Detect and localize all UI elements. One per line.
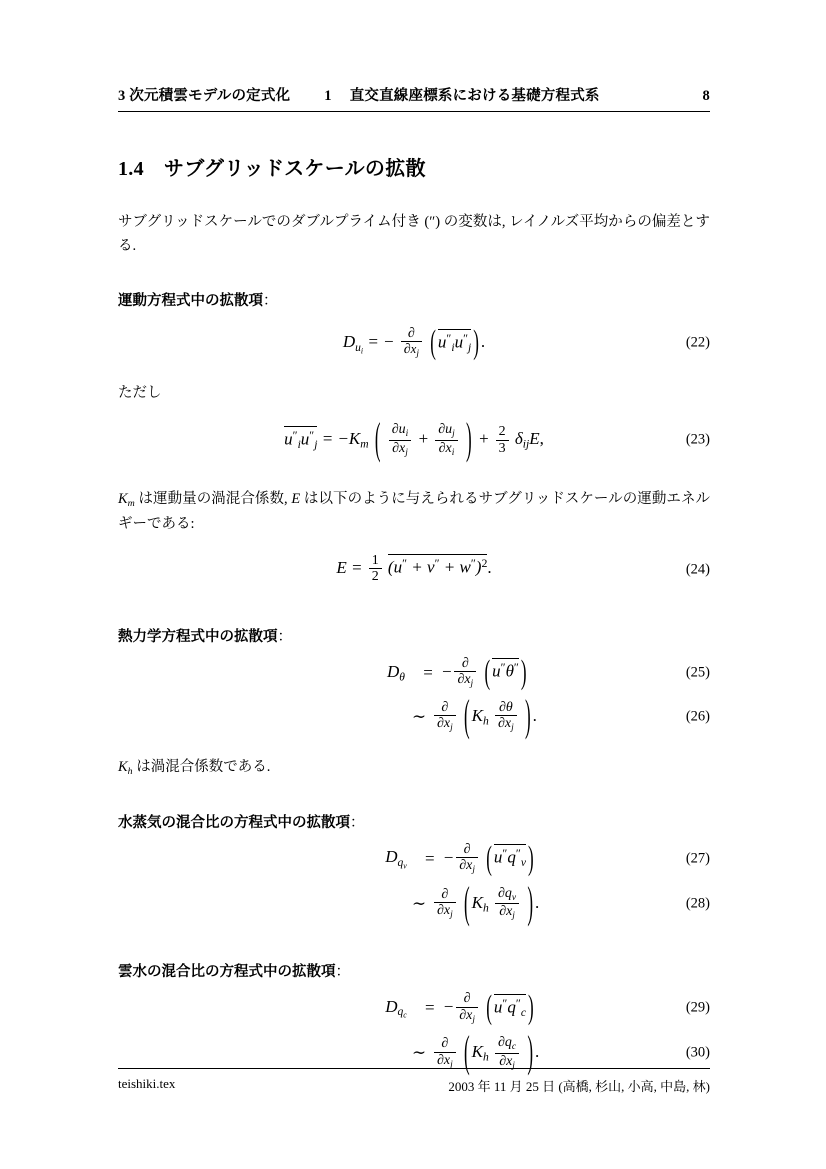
equation-number-24: (24) [685, 561, 710, 578]
subhead-cloud [118, 960, 710, 981]
section-title: サブグリッドスケールの拡散 [163, 158, 426, 180]
equation-number-23: (23) [685, 431, 710, 448]
footer-rule [118, 1068, 710, 1069]
subhead-colon: ： [263, 292, 278, 309]
equation-number-22: (22) [685, 334, 710, 351]
equation-23: $u''_iu''_j = -K_m$ ( $\frac{\partial u_i}{\partial x_j}$ + $\frac{\partial u_j}{\partial x_i}$ ) + $\frac{2}{3}$ $\delta_{ij}E$, (23) [284, 414, 710, 464]
equation-number-27: (27) [685, 850, 710, 867]
equation-26: ∼ $\frac{\partial}{\partial x_j}$ ( $K_h$ $\frac{\partial\theta}{\partial x_j}$ ) . (26) [411, 691, 710, 741]
running-head-section-title: 直交直線座標系における基礎方程式系 [349, 88, 600, 104]
km-description: $K_m$ は運動量の渦混合係数, E は以下のように与えられるサブグリッドスケールの運動エネルギーである: [118, 491, 710, 532]
equation-number-28: (28) [685, 895, 710, 912]
subhead-vapor [118, 811, 710, 832]
equation-30: ∼ $\frac{\partial}{\partial x_j}$ ( $K_h$ $\frac{\partial q_c}{\partial x_j}$ ) . (30) [411, 1027, 710, 1077]
equation-number-25: (25) [685, 664, 710, 681]
page-footer [118, 1076, 710, 1095]
subhead-colon-2: ： [277, 628, 292, 645]
equation-28: ∼ $\frac{\partial}{\partial x_j}$ ( $K_h$ $\frac{\partial q_v}{\partial x_j}$ ) . (28) [411, 877, 710, 928]
footer-filename: teishiki.tex [118, 1076, 176, 1091]
subhead-momentum-label: 運動方程式中の拡散項 [118, 292, 263, 309]
subhead-colon-4: ： [335, 964, 350, 981]
equation-number-30: (30) [685, 1044, 710, 1061]
kh-description: $K_h$ は渦混合係数である. [118, 759, 271, 778]
subhead-thermo [118, 625, 710, 646]
equation-27: $D_{q_v}$ = − $\frac{\partial}{\partial x_j}$ ( $u''q''_v$ ) (27) [385, 838, 710, 877]
page-content [118, 84, 710, 1077]
equation-24: E = $\frac{1}{2}$ $(u'' + v'' + w'')^2$. (24) [336, 552, 710, 585]
running-head-left: 3 次元積雲モデルの定式化 [118, 88, 291, 104]
subhead-vapor-label: 水蒸気の混合比の方程式中の拡散項 [118, 814, 350, 831]
running-head [118, 84, 710, 112]
subhead-momentum [118, 289, 710, 310]
tadashi-paragraph: ただし [118, 385, 162, 402]
page-number: 8 [702, 88, 710, 104]
equation-number-29: (29) [685, 999, 710, 1016]
section-heading [118, 152, 710, 181]
footer-date-authors: 2003 年 11 月 25 日 (高橋, 杉山, 小高, 中島, 林) [448, 1079, 710, 1094]
equation-29: $D_{q_c}$ = − $\frac{\partial}{\partial x_j}$ ( $u''q''_c$ ) (29) [385, 988, 710, 1027]
equation-22: $D_{u_i}$ = − $\frac{\partial}{\partial x_j}$ ( $u''_iu''_j$ ) . (22) [342, 322, 710, 361]
subhead-cloud-label: 雲水の混合比の方程式中の拡散項 [118, 964, 336, 981]
equation-25: $D_\theta$ = − $\frac{\partial}{\partial x_j}$ ( u″θ″ ) (25) [387, 652, 710, 691]
subhead-colon-3: ： [350, 814, 365, 831]
equation-number-26: (26) [685, 708, 710, 725]
running-head-section-number: 1 [324, 88, 332, 104]
section-number: 1.4 [118, 158, 144, 180]
intro-paragraph: サブグリッドスケールでのダブルプライム付き (″) の変数は, レイノルズ平均からの偏差とする. [118, 214, 710, 254]
subhead-thermo-label: 熱力学方程式中の拡散項 [118, 628, 278, 645]
